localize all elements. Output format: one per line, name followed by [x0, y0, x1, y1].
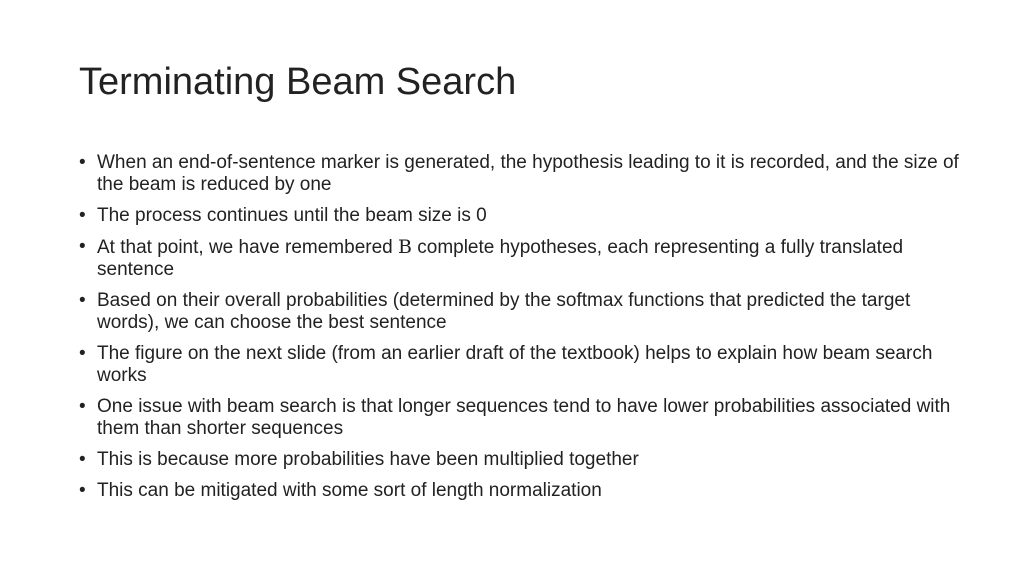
bullet-icon: •: [79, 236, 86, 257]
bullet-icon: •: [79, 396, 86, 417]
bullet-item: [79, 480, 959, 502]
bullet-item: [79, 152, 959, 196]
bullet-item: [79, 449, 959, 471]
slide-title: Terminating Beam Search: [79, 61, 517, 103]
bullet-item: [79, 396, 959, 440]
bullet-text: This is because more probabilities have been multiplied together: [97, 449, 639, 470]
bullet-icon: •: [79, 343, 86, 364]
bullet-icon: •: [79, 152, 86, 173]
bullet-text: When an end-of-sentence marker is generated, the hypothesis leading to it is recorded, and the size of the beam is reduced by one: [97, 152, 959, 195]
bullet-text: Based on their overall probabilities (determined by the softmax functions that predicted the target words), we can choose the best sentence: [97, 290, 911, 333]
bullet-item: [79, 236, 959, 281]
bullet-icon: •: [79, 290, 86, 311]
bullet-text-after: complete hypotheses, each representing a fully translated sentence: [97, 237, 904, 280]
math-symbol-b: B: [398, 236, 412, 258]
bullet-item: [79, 343, 959, 387]
bullet-text-before: At that point, we have remembered: [97, 237, 398, 258]
bullet-text: [97, 237, 903, 280]
bullet-text: The figure on the next slide (from an earlier draft of the textbook) helps to explain how beam search works: [97, 343, 933, 386]
bullet-item: [79, 205, 959, 227]
bullet-list: [79, 152, 959, 511]
bullet-text: One issue with beam search is that longer sequences tend to have lower probabilities associated with them than shorter sequences: [97, 396, 951, 439]
bullet-text: The process continues until the beam size is 0: [97, 205, 487, 226]
bullet-icon: •: [79, 449, 86, 470]
bullet-icon: •: [79, 480, 86, 501]
bullet-text: This can be mitigated with some sort of length normalization: [97, 480, 602, 501]
bullet-item: [79, 290, 959, 334]
bullet-icon: •: [79, 205, 86, 226]
